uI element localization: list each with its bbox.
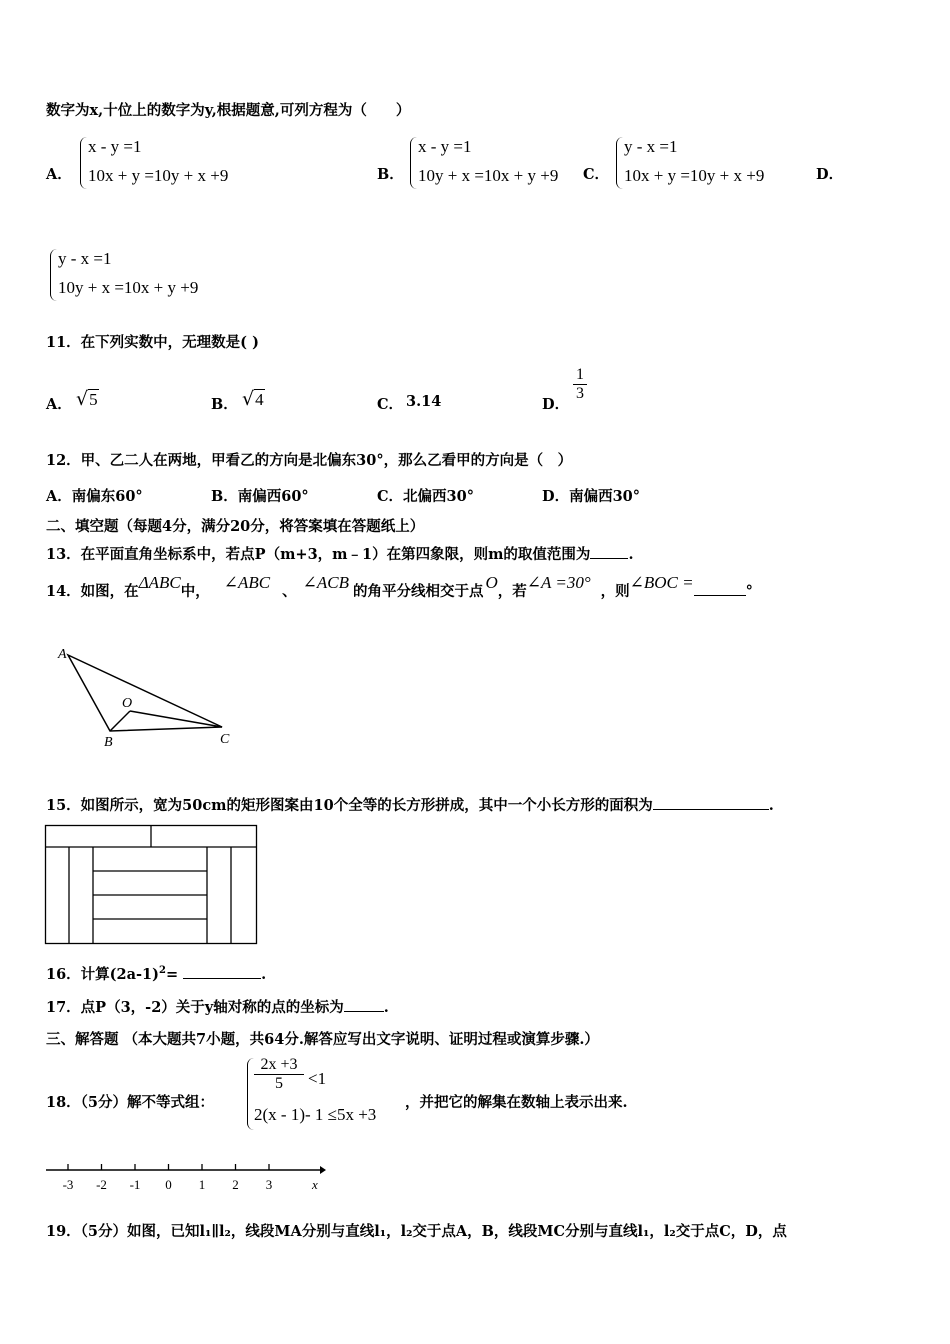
tick-label: -1 <box>129 1177 141 1192</box>
q16-end: . <box>261 965 267 983</box>
q10-option-d-label: D． <box>816 166 844 183</box>
q19-stem: 19．（5分）如图，已知l₁∥l₂，线段MA分别与直线l₁，l₂交于点A，B，线段MC分别与直线l₁，l₂交于点C，D，点 <box>46 1223 787 1240</box>
q15-rectangle-figure <box>44 824 260 948</box>
tick-label: -2 <box>96 1177 107 1192</box>
q14-end: ° <box>745 583 753 600</box>
q13-end: . <box>628 546 634 563</box>
label-c: C <box>220 732 230 747</box>
section-2-heading: 二、填空题（每题4分，满分20分，将答案填在答题纸上） <box>46 518 425 535</box>
q18-pre: 18．（5分）解不等式组： <box>46 1094 215 1111</box>
q16-exponent: 2 <box>159 965 166 976</box>
q10-option-c-eq2: 10x + y =10y + x +9 <box>624 166 765 185</box>
label-a: A <box>58 647 67 662</box>
q11-option-a-sqrt: √5 <box>76 388 98 410</box>
tick-label: 2 <box>232 1177 239 1192</box>
q11-option-a-label: A． <box>46 396 72 413</box>
q11-option-b-radicand: 4 <box>255 390 264 409</box>
q14-answer-blank[interactable] <box>694 581 746 596</box>
q17-end: . <box>383 999 389 1016</box>
segment-co <box>130 711 222 727</box>
q10-option-d-eq2: 10y + x =10x + y +9 <box>58 278 199 297</box>
q14-line <box>46 573 753 607</box>
q18-denominator: 5 <box>254 1074 304 1093</box>
q10-option-c-eq1: y - x =1 <box>624 137 678 156</box>
q16-answer-blank[interactable] <box>183 964 261 979</box>
q14-math-triangle: ΔABC <box>138 573 181 592</box>
q18-fraction <box>254 1056 304 1093</box>
q11-option-b-sqrt: √4 <box>242 388 264 410</box>
fraction-numerator: 1 <box>576 366 584 383</box>
q10-option-b-label: B． <box>377 166 404 183</box>
q17-line <box>46 997 389 1017</box>
q12-option-a: A．南偏东60° <box>46 488 143 505</box>
tick-label: 0 <box>165 1177 172 1192</box>
q14-math-point-o: O <box>485 573 498 592</box>
q13-stem: 13．在平面直角坐标系中，若点P（m+3，m﹣1）在第四象限，则m的取值范围为 <box>46 546 591 563</box>
q10-stem: 数字为x,十位上的数字为y,根据题意,可列方程为（ ） <box>46 102 411 119</box>
label-o: O <box>122 696 133 711</box>
q14-triangle-figure <box>54 640 244 750</box>
q10-option-a-eq1: x - y =1 <box>88 137 142 156</box>
q18-second-inequality: 2(x - 1)- 1 ≤5x +3 <box>254 1105 377 1124</box>
q12-option-b: B．南偏西60° <box>211 488 309 505</box>
tick-label: -3 <box>62 1177 74 1192</box>
section-3-heading: 三、解答题 （本大题共7小题，共64分.解答应写出文字说明、证明过程或演算步骤.） <box>46 1031 599 1048</box>
q11-option-b-label: B． <box>211 396 238 413</box>
q11-option-d-label: D． <box>542 396 570 413</box>
q11-option-c-value: 3.14 <box>406 393 442 410</box>
q10-option-b-eq1: x - y =1 <box>418 137 472 156</box>
tick-label: 1 <box>198 1177 206 1192</box>
q18-post: ，并把它的解集在数轴上表示出来. <box>405 1094 628 1111</box>
q10-option-b-eq2: 10y + x =10x + y +9 <box>418 166 559 185</box>
segment-bo <box>110 711 130 731</box>
q14-text-1: 14．如图，在 <box>46 583 139 600</box>
q12-option-c: C．北偏西30° <box>377 488 474 505</box>
q16-pre: 16．计算(2a-1) <box>46 965 159 983</box>
label-b: B <box>104 735 113 750</box>
q13-answer-blank[interactable] <box>590 544 628 559</box>
q18-number-line <box>40 1160 340 1196</box>
axis-label: x <box>312 1177 318 1192</box>
q14-math-angle-abc: ∠ABC <box>223 573 271 592</box>
tick-label: 3 <box>265 1177 273 1192</box>
q15-stem: 15．如图所示，宽为50cm的矩形图案由10个全等的长方形拼成，其中一个小长方形的面积为 <box>46 797 653 814</box>
q14-math-angle-acb: ∠ACB <box>302 573 349 592</box>
q16-line <box>46 962 266 984</box>
q15-end: . <box>768 797 774 814</box>
q18-numerator: 2x +3 <box>260 1056 298 1073</box>
q18-lt-one: <1 <box>308 1069 327 1088</box>
q12-stem: 12．甲、乙二人在两地，甲看乙的方向是北偏东30°，那么乙看甲的方向是（ ） <box>46 452 573 469</box>
q11-stem: 11．在下列实数中，无理数是( ) <box>46 334 259 351</box>
q17-answer-blank[interactable] <box>344 997 384 1012</box>
q10-option-c-label: C． <box>583 166 610 183</box>
q11-option-a-radicand: 5 <box>89 390 98 409</box>
q17-stem: 17．点P（3，-2）关于y轴对称的点的坐标为 <box>46 999 344 1016</box>
q13-line <box>46 544 634 564</box>
q15-line <box>46 795 774 815</box>
q12-option-d: D．南偏西30° <box>542 488 641 505</box>
q10-option-a-eq2: 10x + y =10y + x +9 <box>88 166 229 185</box>
q14-text-2: 中， <box>180 583 210 600</box>
q14-math-angle-boc: ∠BOC = <box>629 573 694 592</box>
q14-text-3: 、 <box>282 583 297 600</box>
q10-option-a-label: A． <box>46 166 72 183</box>
fraction-denominator: 3 <box>573 384 587 403</box>
triangle-abc <box>68 655 222 731</box>
q14-text-4: 的角平分线相交于点 <box>353 583 484 600</box>
axis-arrow <box>320 1166 326 1174</box>
q15-answer-blank[interactable] <box>653 795 769 810</box>
q14-text-5: ，若 <box>497 583 527 600</box>
q11-option-d-fraction <box>573 366 587 403</box>
q10-option-d-eq1: y - x =1 <box>58 249 112 268</box>
q14-text-6: ，则 <box>600 583 630 600</box>
q16-post: = <box>165 965 184 983</box>
q14-math-angle-a: ∠A =30° <box>526 573 591 592</box>
q11-option-c-label: C． <box>377 396 404 413</box>
